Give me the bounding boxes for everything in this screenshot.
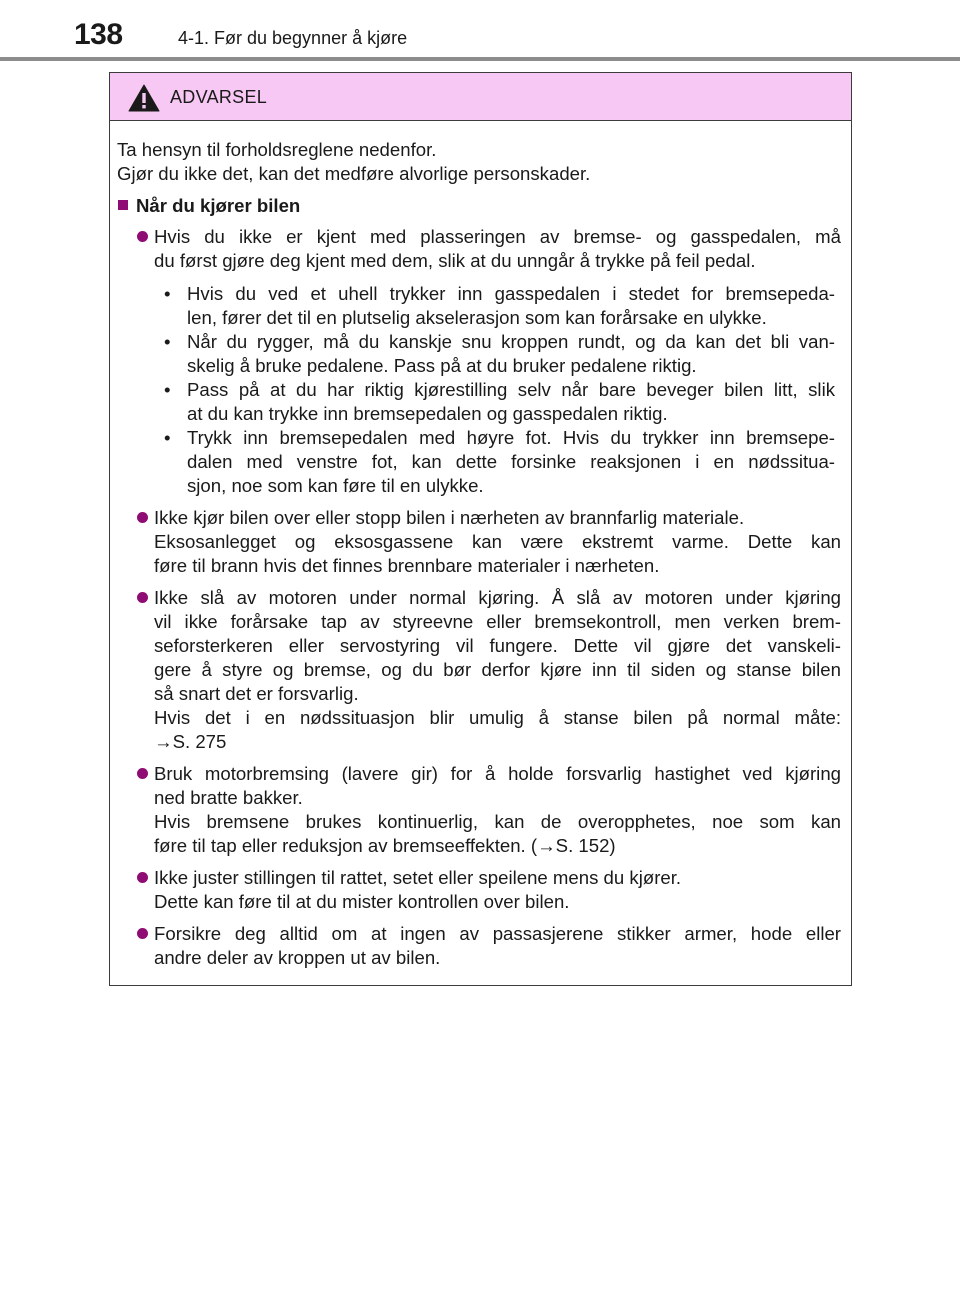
sub-bullet-icon: • xyxy=(164,331,171,352)
list-item xyxy=(117,866,841,914)
header-rule xyxy=(0,57,960,61)
warning-intro xyxy=(117,138,841,186)
item-line: Hvis det i en nødssituasjon blir umulig å stanse bilen på normal måte: xyxy=(154,707,841,728)
list-item xyxy=(117,506,841,578)
sub-line: skelig å bruke pedalene. Pass på at du bruker pedalene riktig. xyxy=(187,355,697,376)
section-title: 4-1. Før du begynner å kjøre xyxy=(178,28,408,48)
sub-line: dalen med venstre fot, kan dette forsinke reaksjonen i en nødssitua- xyxy=(187,451,835,472)
warning-header xyxy=(110,73,851,121)
warning-content xyxy=(110,121,851,970)
list-item xyxy=(117,586,841,754)
warning-box xyxy=(109,72,852,986)
bullet-dot-icon xyxy=(137,231,148,242)
item-line: Hvis bremsene brukes kontinuerlig, kan de overopphetes, noe som kan xyxy=(154,811,841,832)
item-line: vil ikke forårsake tap av styreevne eller bremsekontroll, men verken brem- xyxy=(154,611,841,632)
item-line: Ikke kjør bilen over eller stopp bilen i nærheten av brannfarlig materiale. xyxy=(154,507,745,528)
subheading-text: Når du kjører bilen xyxy=(136,195,301,216)
item-line: føre til brann hvis det finnes brennbare materialer i nærheten. xyxy=(154,555,660,576)
sub-line: Trykk inn bremsepedalen med høyre fot. Hvis du trykker inn bremsepe- xyxy=(187,427,835,448)
item-line: Bruk motorbremsing (lavere gir) for å holde forsvarlig hastighet ved kjøring xyxy=(154,763,841,784)
sub-list xyxy=(154,282,841,498)
list-item xyxy=(117,762,841,858)
sub-line: Hvis du ved et uhell trykker inn gasspedalen i stedet for bremsepeda- xyxy=(187,283,835,304)
sub-bullet-icon: • xyxy=(164,427,171,448)
item-line: Eksosanlegget og eksosgassene kan være ekstremt varme. Dette kan xyxy=(154,531,841,552)
item-line: Dette kan føre til at du mister kontrollen over bilen. xyxy=(154,891,570,912)
item-line: Ikke slå av motoren under normal kjøring. Å slå av motoren under kjøring xyxy=(154,587,841,608)
sub-bullet-icon: • xyxy=(164,379,171,400)
sub-list-item xyxy=(154,378,841,426)
bullet-dot-icon xyxy=(137,928,148,939)
item-line: seforsterkeren eller servostyring vil fungere. Dette vil gjøre det vanskeli- xyxy=(154,635,841,656)
item-line: Forsikre deg alltid om at ingen av passasjerene stikker armer, hode eller xyxy=(154,923,841,944)
item-line: så snart det er forsvarlig. xyxy=(154,683,359,704)
item-line: gere å styre og bremse, og du bør derfor kjøre inn til siden og stanse bilen xyxy=(154,659,841,680)
page-reference-link[interactable]: →S. 275 xyxy=(154,731,227,752)
sub-line: Pass på at du har riktig kjørestilling selv når bare beveger bilen litt, slik xyxy=(187,379,835,400)
item-line: føre til tap eller reduksjon av bremseeffekten. (→S. 152) xyxy=(154,835,616,856)
item-line: Hvis du ikke er kjent med plasseringen av bremse- og gasspedalen, må xyxy=(154,226,841,247)
bullet-dot-icon xyxy=(137,512,148,523)
sub-line: Når du rygger, må du kanskje snu kroppen rundt, og da kan det bli van- xyxy=(187,331,835,352)
warning-triangle-icon xyxy=(128,84,160,112)
item-line: ned bratte bakker. xyxy=(154,787,303,808)
sub-bullet-icon: • xyxy=(164,283,171,304)
intro-line: Ta hensyn til forholdsreglene nedenfor. xyxy=(117,139,437,160)
sub-list-item xyxy=(154,330,841,378)
sub-line: len, fører det til en plutselig akselerasjon som kan forårsake en ulykke. xyxy=(187,307,767,328)
intro-line: Gjør du ikke det, kan det medføre alvorlige personskader. xyxy=(117,163,591,184)
list-item xyxy=(117,922,841,970)
list-item xyxy=(117,225,841,498)
sub-list-item xyxy=(154,282,841,330)
page-number: 138 xyxy=(74,18,123,51)
item-line: Ikke juster stillingen til rattet, setet eller speilene mens du kjører. xyxy=(154,867,682,888)
warning-title: ADVARSEL xyxy=(170,87,268,107)
sub-line: sjon, noe som kan føre til en ulykke. xyxy=(187,475,484,496)
sub-list-item xyxy=(154,426,841,498)
bullet-dot-icon xyxy=(137,768,148,779)
subheading xyxy=(117,194,841,218)
sub-line: at du kan trykke inn bremsepedalen og gasspedalen riktig. xyxy=(187,403,668,424)
item-line: andre deler av kroppen ut av bilen. xyxy=(154,947,441,968)
square-bullet-icon xyxy=(118,200,128,210)
item-line: du først gjøre deg kjent med dem, slik at du unngår å trykke på feil pedal. xyxy=(154,250,756,271)
bullet-dot-icon xyxy=(137,872,148,883)
bullet-dot-icon xyxy=(137,592,148,603)
